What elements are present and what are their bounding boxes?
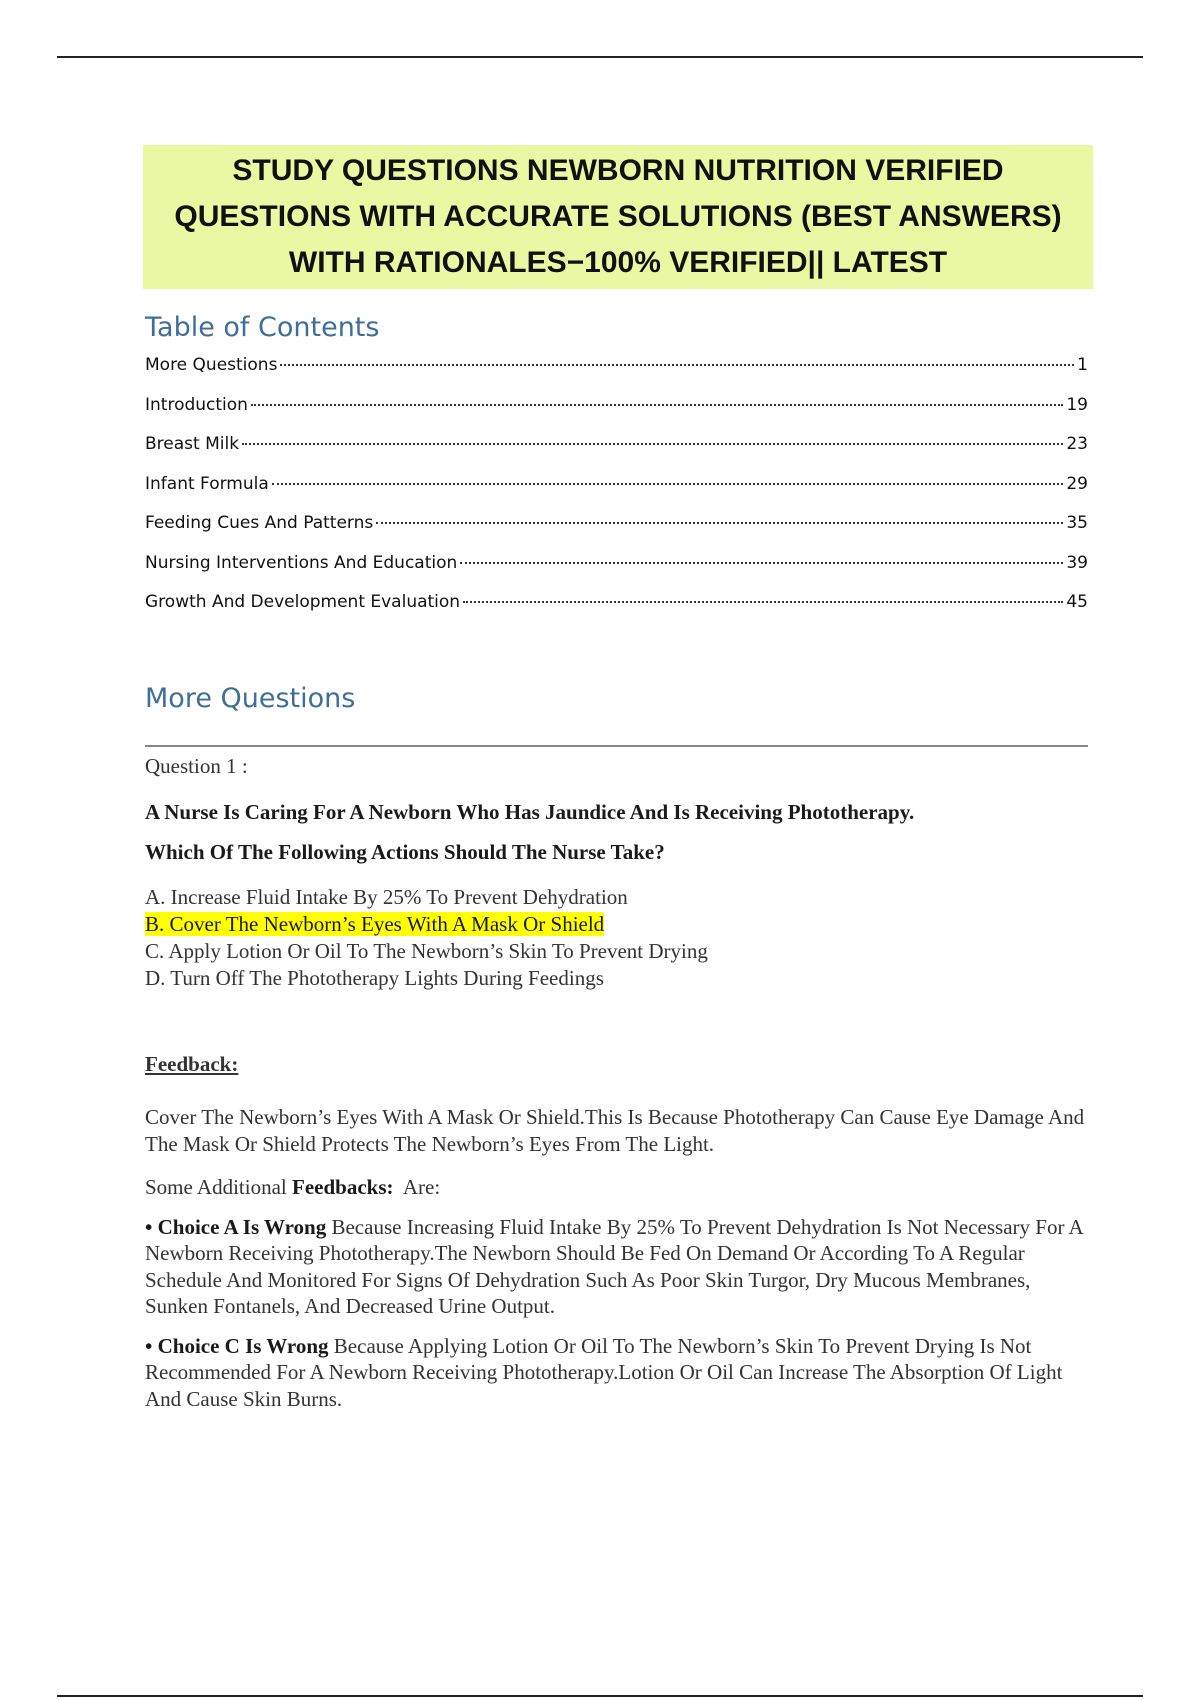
toc-leader-dots — [280, 364, 1074, 366]
toc-leader-dots — [460, 562, 1063, 564]
question-number: Question 1 : — [145, 754, 248, 778]
choice-c-text: Because Applying Lotion Or Oil To The Newborn’s Skin To Prevent Drying Is Not Recommended For A Newborn Receiving Phototherapy.Lotion Or Oil Can Increase The Absorption Of Light And Cause Skin Burns. — [145, 1333, 1063, 1411]
title-line-1: STUDY QUESTIONS NEWBORN NUTRITION VERIFIED — [232, 154, 1004, 187]
table-of-contents — [145, 355, 1088, 632]
toc-entry-page: 19 — [1066, 394, 1088, 415]
toc-entry-more-questions[interactable] — [145, 355, 1088, 395]
toc-leader-dots — [272, 483, 1064, 485]
title-line-3: WITH RATIONALES−100% VERIFIED|| LATEST — [288, 246, 948, 279]
choice-a-label: • Choice A Is Wrong — [145, 1214, 327, 1239]
toc-heading: Table of Contents — [145, 312, 380, 343]
additional-suffix: Are: — [393, 1175, 441, 1199]
toc-entry-label: Feeding Cues And Patterns — [145, 513, 374, 533]
additional-feedbacks-line — [145, 1174, 1088, 1201]
toc-entry-growth-development[interactable] — [145, 592, 1088, 632]
toc-leader-dots — [242, 443, 1063, 445]
option-b-correct — [145, 911, 1088, 938]
toc-entry-infant-formula[interactable] — [145, 474, 1088, 514]
toc-entry-page: 39 — [1066, 552, 1088, 573]
toc-entry-page: 45 — [1066, 592, 1088, 612]
top-rule — [57, 56, 1143, 58]
toc-entry-feeding-cues[interactable] — [145, 513, 1088, 553]
option-b-highlight: B. Cover The Newborn’s Eyes With A Mask Or Shield — [145, 912, 605, 936]
title-line-2: QUESTIONS WITH ACCURATE SOLUTIONS (BEST ANSWERS) — [174, 200, 1062, 233]
option-c: C. Apply Lotion Or Oil To The Newborn’s Skin To Prevent Drying — [145, 939, 708, 963]
option-d: D. Turn Off The Phototherapy Lights During Feedings — [145, 966, 604, 990]
question-stem-line-2: Which Of The Following Actions Should The Nurse Take? — [145, 840, 665, 864]
toc-entry-label: Nursing Interventions And Education — [145, 552, 458, 573]
additional-bold: Feedbacks: — [292, 1175, 394, 1199]
additional-prefix: Some Additional — [145, 1175, 292, 1199]
toc-entry-nursing-interventions[interactable] — [145, 553, 1088, 593]
toc-entry-label: More Questions — [145, 355, 278, 375]
toc-leader-dots — [376, 522, 1063, 524]
question-stem-line-1: A Nurse Is Caring For A Newborn Who Has Jaundice And Is Receiving Phototherapy. — [145, 800, 915, 824]
feedback-text: Cover The Newborn’s Eyes With A Mask Or Shield.This Is Because Phototherapy Can Cause Eye Damage And The Mask Or Shield Protects The Newborn’s Eyes From The Light. — [145, 1105, 1085, 1156]
question-block — [145, 752, 1088, 1412]
section-divider — [145, 745, 1088, 747]
choice-c-label: • Choice C Is Wrong — [145, 1333, 329, 1358]
section-heading: More Questions — [145, 683, 356, 714]
toc-entry-label: Introduction — [145, 394, 248, 415]
choice-a-text: Because Increasing Fluid Intake By 25% To Prevent Dehydration Is Not Necessary For A Newborn Receiving Phototherapy.The Newborn Should Be Fed On Demand Or According To A Regular Schedule And Monitored For Signs Of Dehydration Such As Poor Skin Turgor, Dry Mucous Membranes, Sunken Fontanels, And Decreased Urine Output. — [145, 1214, 1083, 1318]
toc-entry-page: 35 — [1066, 513, 1088, 533]
toc-leader-dots — [251, 404, 1063, 406]
choice-a-feedback — [145, 1214, 1088, 1320]
toc-entry-introduction[interactable] — [145, 395, 1088, 435]
toc-entry-breast-milk[interactable] — [145, 434, 1088, 474]
option-a: A. Increase Fluid Intake By 25% To Prevent Dehydration — [145, 885, 628, 909]
toc-entry-page: 1 — [1077, 355, 1088, 375]
toc-entry-label: Breast Milk — [145, 434, 240, 454]
toc-entry-label: Growth And Development Evaluation — [145, 592, 461, 612]
answer-options — [145, 884, 1088, 992]
choice-c-feedback — [145, 1333, 1088, 1413]
toc-leader-dots — [463, 601, 1063, 603]
toc-entry-page: 29 — [1066, 473, 1088, 494]
bottom-rule — [57, 1695, 1143, 1697]
toc-entry-label: Infant Formula — [145, 473, 269, 494]
document-title — [143, 145, 1093, 289]
toc-entry-page: 23 — [1066, 434, 1088, 454]
feedback-label: Feedback: — [145, 1052, 239, 1076]
